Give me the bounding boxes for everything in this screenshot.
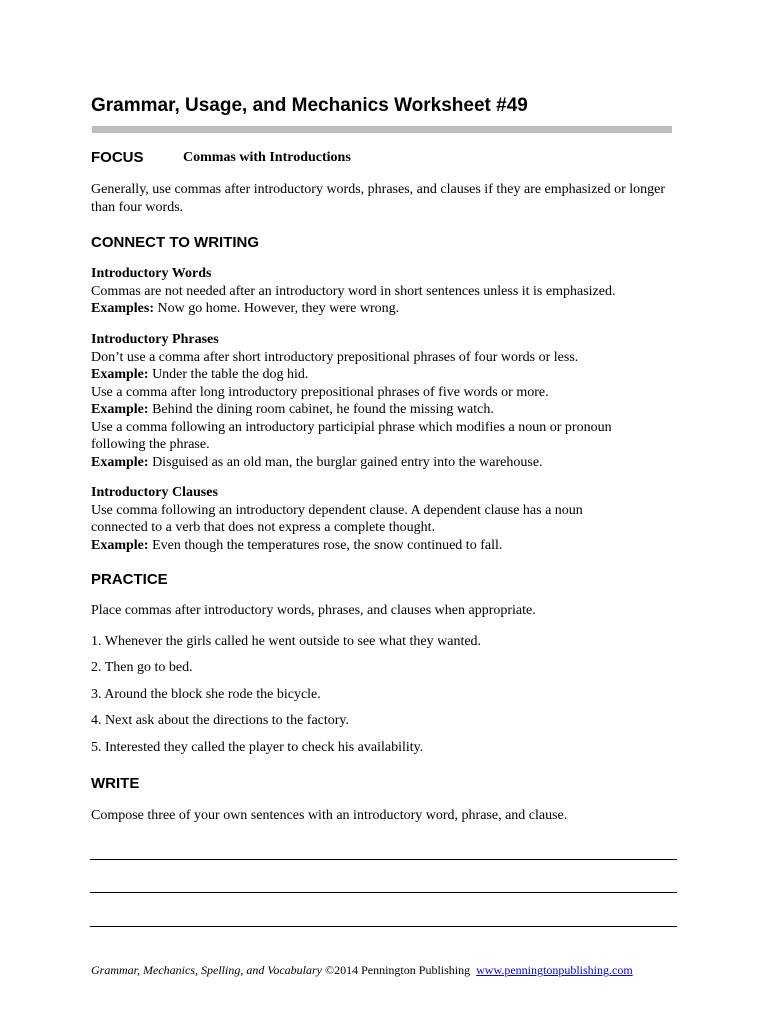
practice-item-2: 2. Then go to bed.: [91, 660, 193, 675]
answer-line-3[interactable]: [90, 926, 677, 927]
example-label: Example:: [91, 367, 149, 382]
practice-instruction: Place commas after introductory words, phrases, and clauses when appropriate.: [91, 603, 536, 618]
title-divider: [92, 126, 672, 133]
example-text: Under the table the dog hid.: [148, 367, 309, 382]
introductory-clauses-block: [91, 484, 691, 554]
example-label: Example:: [91, 402, 149, 417]
phrases-rule-1: Don’t use a comma after short introductory prepositional phrases of four words or less.: [91, 349, 579, 365]
worksheet-title: Grammar, Usage, and Mechanics Worksheet #49: [91, 95, 528, 116]
footer-book-title: Grammar, Mechanics, Spelling, and Vocabulary: [91, 963, 322, 977]
focus-topic: Commas with Introductions: [183, 150, 351, 165]
write-instruction: Compose three of your own sentences with an introductory word, phrase, and clause.: [91, 808, 568, 823]
practice-item-3: 3. Around the block she rode the bicycle.: [91, 687, 321, 702]
connect-heading: CONNECT TO WRITING: [91, 234, 260, 251]
practice-item-5: 5. Interested they called the player to check his availability.: [91, 740, 424, 755]
page-footer: [91, 963, 633, 978]
phrases-example-2: [91, 401, 691, 419]
example-label: Examples:: [91, 301, 154, 316]
footer-website-link[interactable]: www.penningtonpublishing.com: [476, 963, 633, 977]
practice-item-4: 4. Next ask about the directions to the factory.: [91, 713, 350, 728]
clauses-rule: Use comma following an introductory dependent clause. A dependent clause has a noun connected to a verb that does not express a complete thought.: [91, 502, 583, 535]
practice-heading: PRACTICE: [91, 571, 168, 588]
intro-paragraph: Generally, use commas after introductory words, phrases, and clauses if they are emphasized or longer than four words.: [91, 182, 666, 215]
answer-line-2[interactable]: [90, 892, 677, 893]
clauses-example: [91, 537, 691, 555]
phrases-rule-2: Use a comma after long introductory prepositional phrases of five words or more.: [91, 384, 549, 400]
words-rule: Commas are not needed after an introductory word in short sentences unless it is emphasized.: [91, 283, 616, 299]
introductory-phrases-block: [91, 331, 691, 471]
phrases-example-1: [91, 366, 691, 384]
write-heading: WRITE: [91, 775, 140, 792]
answer-line-1[interactable]: [90, 859, 677, 860]
words-example: [91, 300, 691, 318]
example-text: Even though the temperatures rose, the snow continued to fall.: [148, 537, 503, 553]
phrases-subheading: Introductory Phrases: [91, 332, 219, 347]
example-text: Now go home. However, they were wrong.: [154, 301, 400, 316]
focus-label: FOCUS: [91, 149, 144, 166]
words-subheading: Introductory Words: [91, 266, 212, 281]
footer-copyright: ©2014 Pennington Publishing: [321, 963, 471, 977]
clauses-subheading: Introductory Clauses: [91, 485, 218, 500]
example-label: Example:: [91, 454, 149, 470]
practice-item-1: 1. Whenever the girls called he went outside to see what they wanted.: [91, 634, 482, 649]
example-text: Behind the dining room cabinet, he found the missing watch.: [148, 402, 494, 417]
phrases-example-3: [91, 454, 691, 472]
example-text: Disguised as an old man, the burglar gained entry into the warehouse.: [148, 454, 543, 470]
phrases-rule-3: Use a comma following an introductory participial phrase which modifies a noun or pronoun following the phrase.: [91, 419, 612, 452]
introductory-words-block: [91, 265, 691, 318]
example-label: Example:: [91, 537, 149, 553]
